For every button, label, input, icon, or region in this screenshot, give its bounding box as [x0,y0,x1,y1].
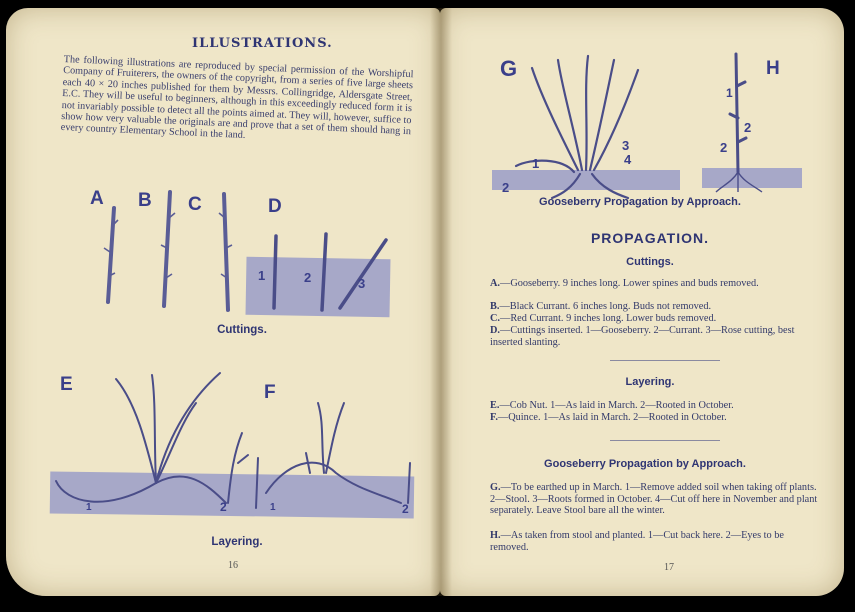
layering-entry-f: F.—Quince. 1—As laid in March. 2—Rooted in October. [490,412,727,423]
cutting-entry-d: D.—Cuttings inserted. 1—Gooseberry. 2—Currant. 3—Rose cutting, best inserted slanting. [490,325,795,348]
layer-f-number-2: 2 [402,502,409,516]
cuttings-heading: Cuttings. [626,256,674,268]
propagation-heading: PROPAGATION. [590,230,710,246]
layering-entry-e: E.—Cob Nut. 1—As laid in March. 2—Rooted in October. [490,400,734,411]
cutting-entry-a: A.—Gooseberry. 9 inches long. Lower spines and buds removed. [490,278,759,289]
left-page-number: 16 [228,560,238,571]
left-page [6,8,440,596]
h-number-2-lower: 2 [720,140,728,155]
right-page [440,8,844,596]
figure-letter-h: H [766,58,780,79]
divider-1 [610,360,720,361]
figure-letter-d: D [268,196,282,217]
approach-heading: Gooseberry Propagation by Approach. [544,458,746,470]
open-book [6,8,848,602]
cutting-number-2: 2 [304,270,312,285]
gooseberry-stool-drawing [492,48,692,198]
g-number-3: 3 [622,138,630,153]
cutting-entry-b: B.—Black Currant. 6 inches long. Buds not removed. [490,301,712,312]
approach-figure-caption: Gooseberry Propagation by Approach. [539,196,741,208]
h-number-2-upper: 2 [744,120,752,135]
figure-letter-f: F [264,382,276,403]
layer-e-number-2: 2 [220,500,227,514]
cutting-number-3: 3 [358,276,366,291]
approach-entry-h: H.—As taken from stool and planted. 1—Cut back here. 2—Eyes to be removed. [490,530,784,553]
rooted-plant-drawing [702,46,802,196]
book-gutter [430,8,452,596]
figure-letter-c: C [188,194,202,215]
g-number-4: 4 [624,152,632,167]
figure-letter-e: E [60,374,73,395]
right-page-number: 17 [664,562,674,573]
cutting-entry-c: C.—Red Currant. 9 inches long. Lower buds removed. [490,313,717,324]
approach-entry-g: G.—To be earthed up in March. 1—Remove added soil when taking off plants. 2—Stool. 3—Roots formed in October. 4—Cut off here in November and plant separately. Leave Stool bare all the winter. [490,482,818,517]
g-number-2: 2 [502,180,510,195]
h-number-1: 1 [726,86,733,100]
layering-caption: Layering. [211,536,263,548]
cuttings-caption: Cuttings. [217,324,267,336]
g-number-1: 1 [532,156,540,171]
figure-letter-a: A [90,188,104,209]
inserted-cuttings-drawing [246,228,406,328]
cutting-number-1: 1 [258,268,266,283]
figure-letter-b: B [138,190,152,211]
illustrations-title: ILLUSTRATIONS. [192,36,333,51]
layering-heading: Layering. [625,376,675,388]
figure-letter-g: G [500,56,518,81]
layer-e-number-1: 1 [86,502,92,513]
divider-2 [610,440,720,441]
layer-f-number-1: 1 [270,502,276,513]
intro-paragraph: The following illustrations are reproduced by special permission of the Worshipful Company of Fruiterers, the owners of the copyright, from a series of five large sheets each 40 × 20 inches published for them by Messrs. Collingridge, Aldersgate Street, E.C. They will be useful to beginners, although in this exceedingly reduced form it is not invariably possible to detect all the points aimed at. They will, however, suffice to show how very valuable the originals are and prove that a set of them should hang in every country Elementary School in the land. [60,54,414,142]
